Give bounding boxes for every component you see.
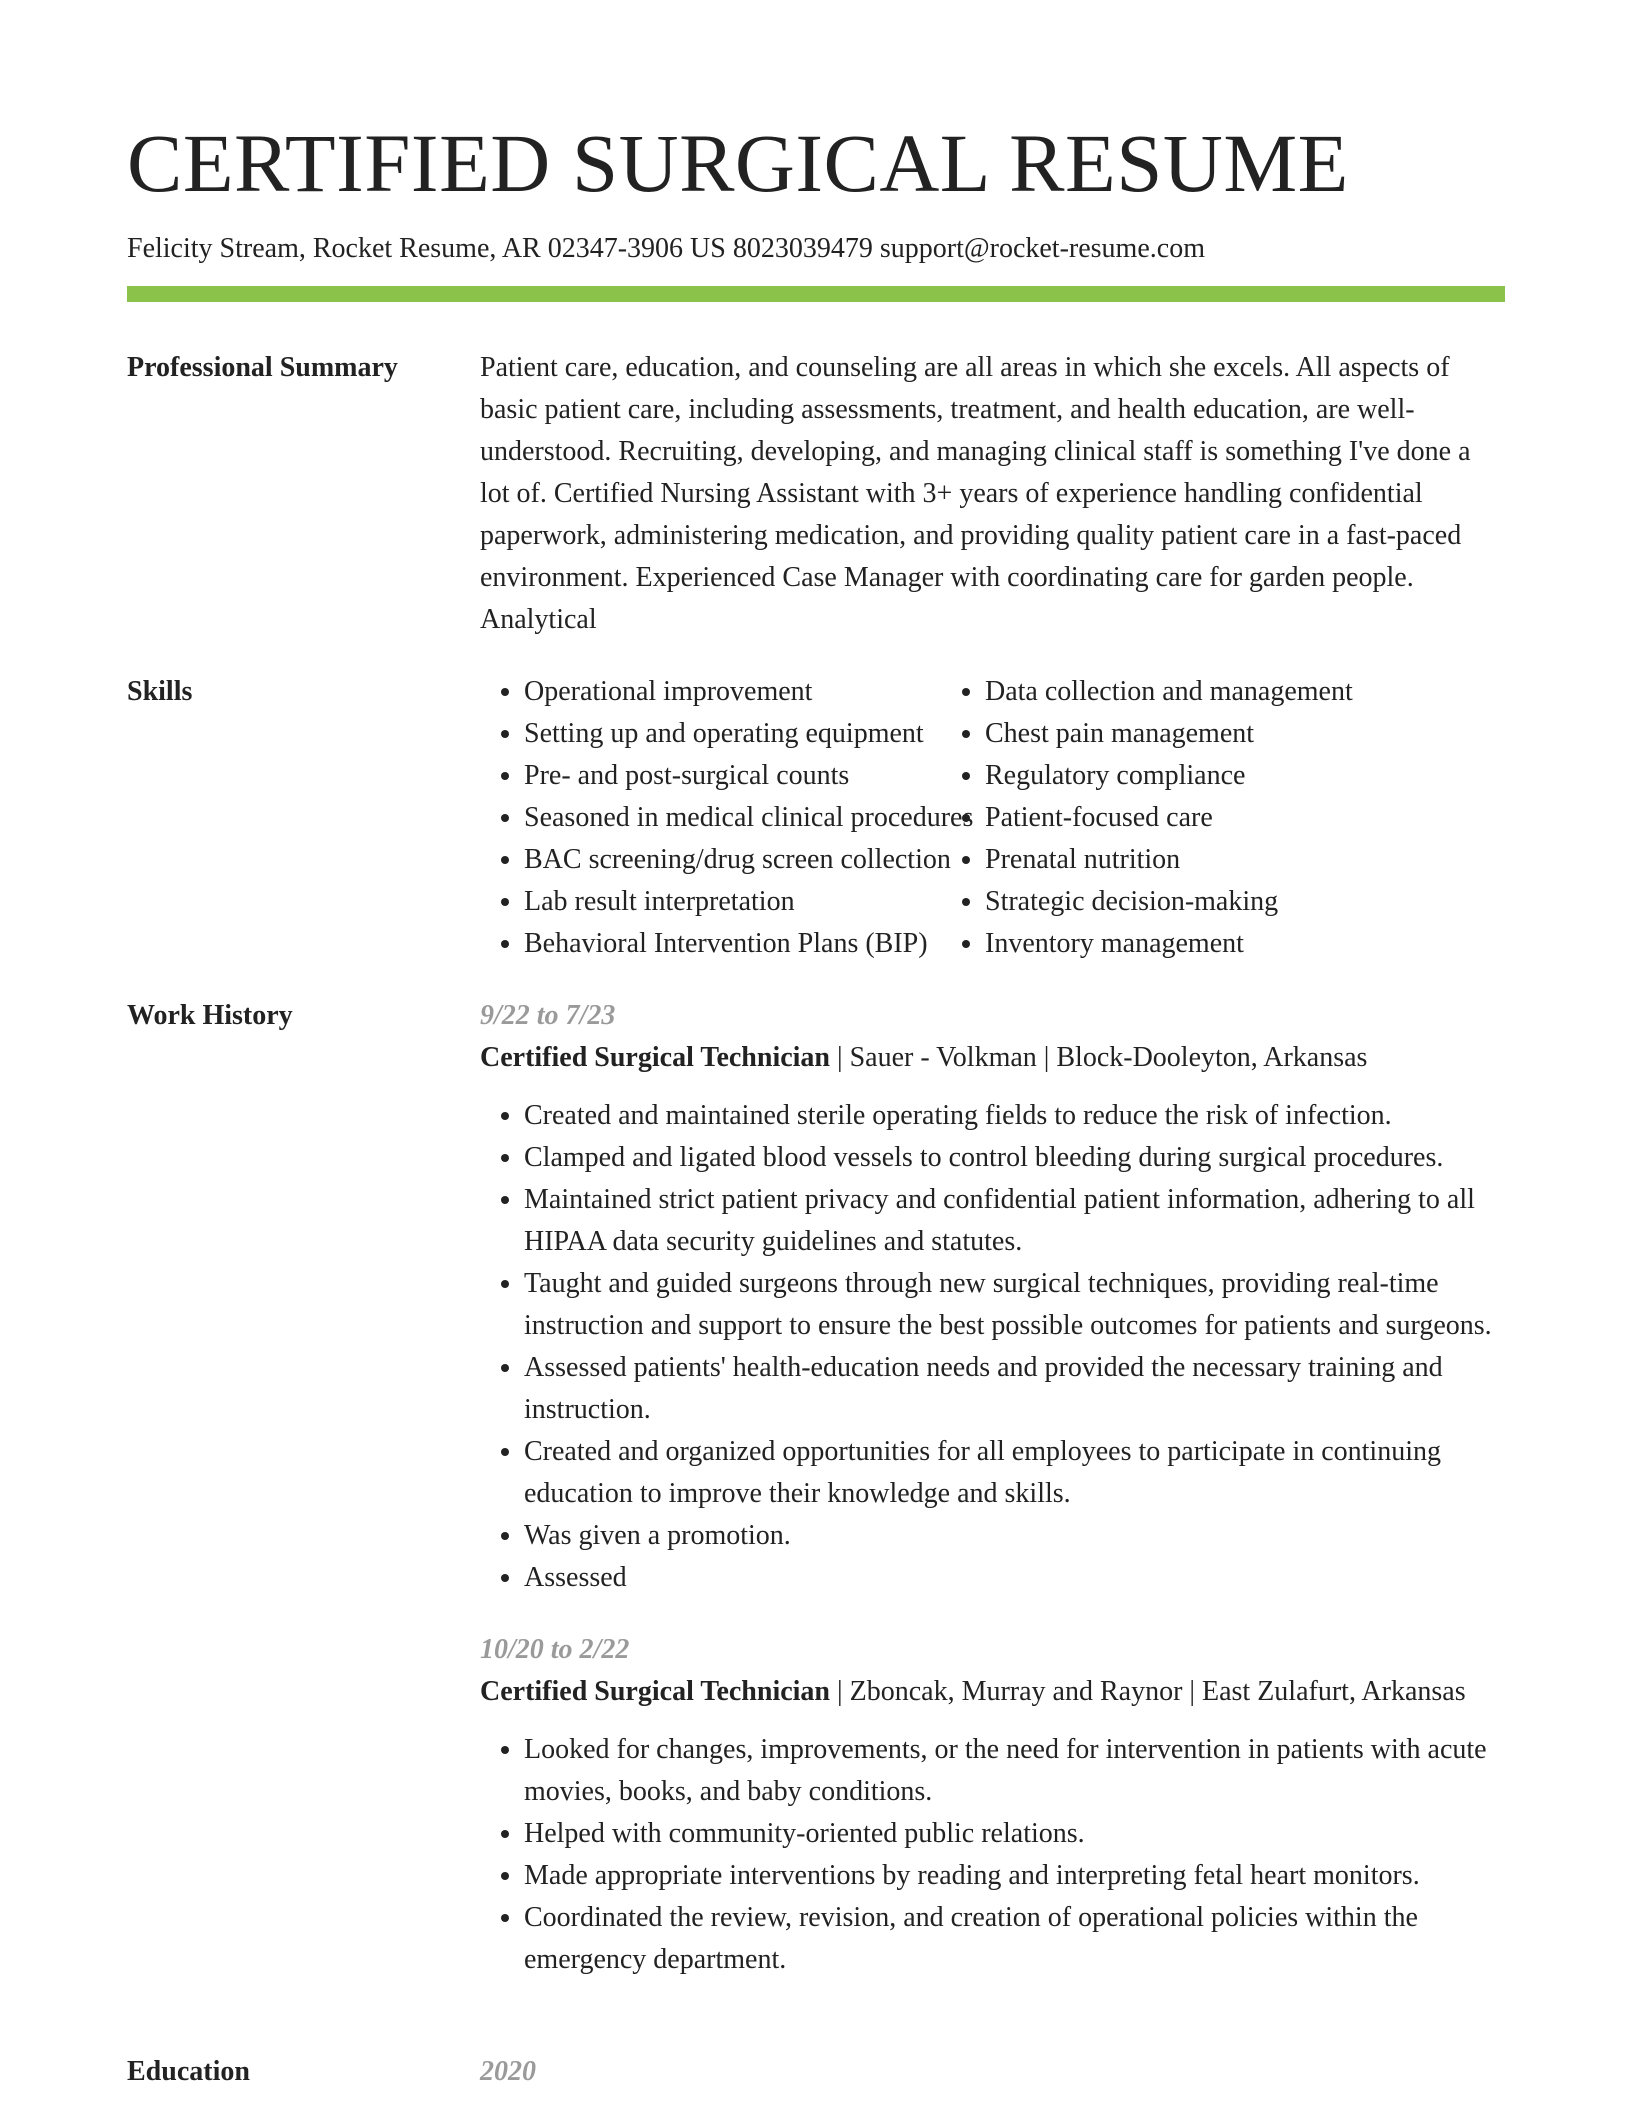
contact-line: Felicity Stream, Rocket Resume, AR 02347-3906 US 8023039479 support@rocket-resume.com <box>127 233 1205 264</box>
job-title: Certified Surgical Technician <box>480 1676 830 1707</box>
skills-columns <box>480 671 1505 965</box>
job-bullet: • Clamped and ligated blood vessels to control bleeding during surgical procedures. <box>524 1137 1505 1179</box>
job-bullet: • Created and organized opportunities for all employees to participate in continuing education to improve their knowledge and skills. <box>524 1431 1505 1515</box>
skill-item: • BAC screening/drug screen collection <box>524 839 941 881</box>
job-details: | Zboncak, Murray and Raynor | East Zulafurt, Arkansas <box>830 1676 1466 1707</box>
skill-item: • Inventory management <box>985 923 1501 965</box>
skill-item: • Chest pain management <box>985 713 1501 755</box>
work-history-body <box>480 995 1505 1981</box>
job-entry <box>480 1629 1505 1981</box>
job-bullet: • Coordinated the review, revision, and creation of operational policies within the emergency department. <box>524 1897 1505 1981</box>
job-bullet: • Made appropriate interventions by reading and interpreting fetal heart monitors. <box>524 1855 1505 1897</box>
skills-heading: Skills <box>127 676 193 707</box>
job-header <box>480 1037 1505 1079</box>
job-title: Certified Surgical Technician <box>480 1042 830 1073</box>
education-heading: Education <box>127 2056 250 2087</box>
summary-text: Patient care, education, and counseling are all areas in which she excels. All aspects of basic patient care, including assessments, treatment, and health education, are well-understood. Recruiting, developing, and managing clinical staff is something I've done a lot of. Certified Nursing Assistant with 3+ years of experience handling confidential paperwork, administering medication, and providing quality patient care in a fast-paced environment. Experienced Case Manager with coordinating care for garden people. Analytical <box>480 352 1471 635</box>
job-header <box>480 1671 1505 1713</box>
summary-heading: Professional Summary <box>127 352 398 383</box>
job-bullet: • Was given a promotion. <box>524 1515 1505 1557</box>
education-year: 2020 <box>480 2056 536 2087</box>
skills-list-left <box>480 671 974 965</box>
job-bullet: • Created and maintained sterile operating fields to reduce the risk of infection. <box>524 1095 1505 1137</box>
job-entry <box>480 995 1505 1599</box>
skills-list-right <box>941 671 1501 965</box>
skill-item: • Patient-focused care <box>985 797 1501 839</box>
skill-item: • Pre- and post-surgical counts <box>524 755 941 797</box>
work-history-heading: Work History <box>127 1000 293 1031</box>
resume-title: CERTIFIED SURGICAL RESUME <box>127 117 1349 209</box>
job-bullet: • Assessed patients' health-education needs and provided the necessary training and instruction. <box>524 1347 1505 1431</box>
summary-body <box>480 347 1505 641</box>
skill-item: • Behavioral Intervention Plans (BIP) <box>524 923 941 965</box>
job-bullet: • Helped with community-oriented public relations. <box>524 1813 1505 1855</box>
skill-item: • Seasoned in medical clinical procedures <box>524 797 941 839</box>
job-dates: 9/22 to 7/23 <box>480 1000 616 1031</box>
skill-item: • Strategic decision-making <box>985 881 1501 923</box>
job-dates: 10/20 to 2/22 <box>480 1634 630 1665</box>
job-bullets <box>480 1095 1505 1599</box>
skills-body <box>480 671 1505 965</box>
skill-item: • Operational improvement <box>524 671 941 713</box>
skill-item: • Data collection and management <box>985 671 1501 713</box>
job-bullet: • Taught and guided surgeons through new surgical techniques, providing real-time instruction and support to ensure the best possible outcomes for patients and surgeons. <box>524 1263 1505 1347</box>
job-bullet: • Assessed <box>524 1557 1505 1599</box>
job-bullet: • Maintained strict patient privacy and confidential patient information, adhering to all HIPAA data security guidelines and statutes. <box>524 1179 1505 1263</box>
skill-item: • Regulatory compliance <box>985 755 1501 797</box>
job-bullets <box>480 1729 1505 1981</box>
skill-item: • Lab result interpretation <box>524 881 941 923</box>
job-bullet: • Looked for changes, improvements, or the need for intervention in patients with acute movies, books, and baby conditions. <box>524 1729 1505 1813</box>
skill-item: • Setting up and operating equipment <box>524 713 941 755</box>
education-body <box>480 2051 1505 2093</box>
accent-divider <box>127 286 1505 302</box>
job-details: | Sauer - Volkman | Block-Dooleyton, Arkansas <box>830 1042 1368 1073</box>
skill-item: • Prenatal nutrition <box>985 839 1501 881</box>
